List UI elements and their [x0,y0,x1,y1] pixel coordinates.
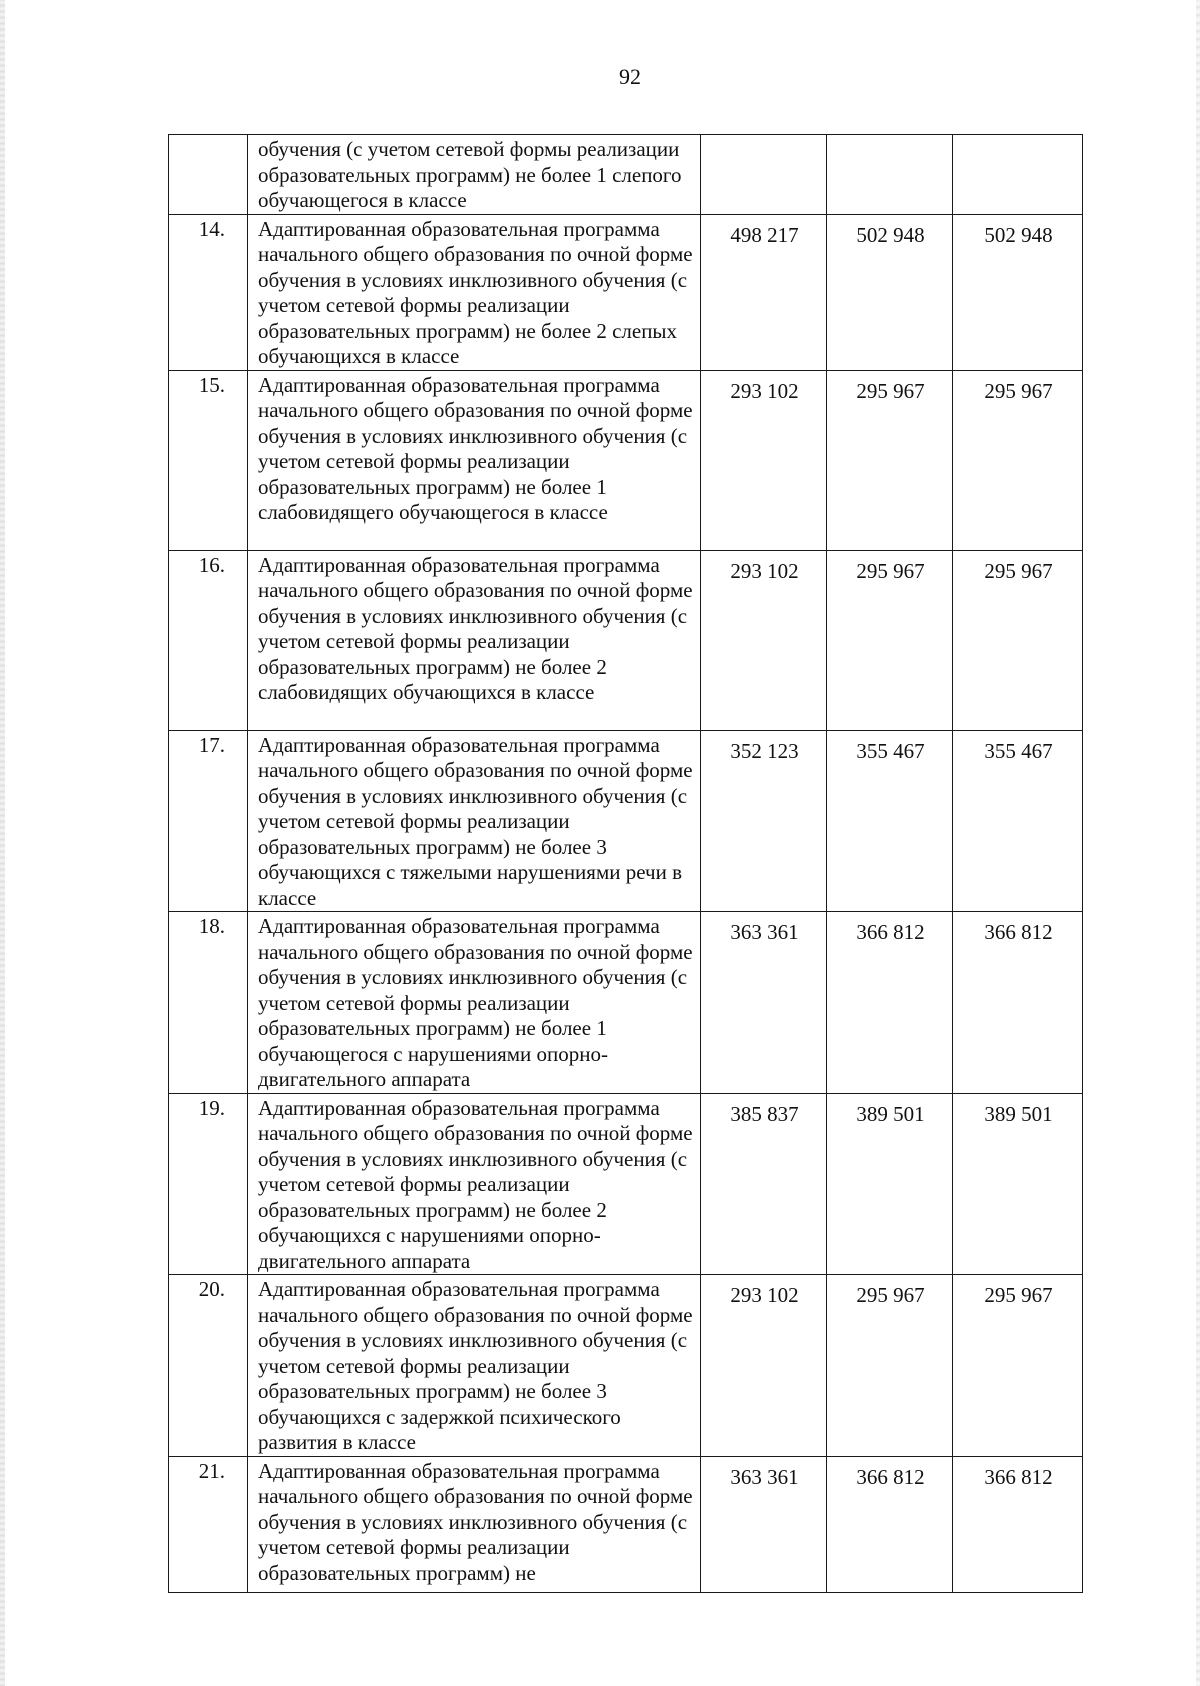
row-value-3: 295 967 [953,1275,1083,1457]
scan-right-edge [1196,0,1200,1686]
row-description: Адаптированная образовательная программа начального общего образования по очной форме обучения в условиях инклюзивного обучения (с учетом сетевой формы реализации образовательных программ) не более 3 обучающихся с тяжелыми нарушениями речи в классе [248,730,701,912]
row-description: Адаптированная образовательная программа начального общего образования по очной форме обучения в условиях инклюзивного обучения (с учетом сетевой формы реализации образовательных программ) не более 2 обучающихся с нарушениями опорно-двигательного аппарата [248,1093,701,1275]
page-number: 92 [619,64,641,89]
table-row [169,135,1083,215]
row-value-1: 293 102 [701,370,827,550]
row-value-1: 498 217 [701,214,827,370]
row-value-3: 295 967 [953,550,1083,730]
row-value-1: 352 123 [701,730,827,912]
row-number [169,135,248,215]
row-number: 17. [169,730,248,912]
row-value-1 [701,135,827,215]
row-value-2: 295 967 [827,1275,953,1457]
row-description: Адаптированная образовательная программа начального общего образования по очной форме обучения в условиях инклюзивного обучения (с учетом сетевой формы реализации образовательных программ) не [248,1456,701,1592]
row-value-3: 502 948 [953,214,1083,370]
row-value-2: 389 501 [827,1093,953,1275]
row-value-3: 366 812 [953,912,1083,1094]
row-number: 14. [169,214,248,370]
table-row [169,1275,1083,1457]
row-value-1: 293 102 [701,550,827,730]
row-number: 18. [169,912,248,1094]
row-number: 20. [169,1275,248,1457]
table-row [169,730,1083,912]
row-value-2: 355 467 [827,730,953,912]
row-value-1: 363 361 [701,1456,827,1592]
row-number: 19. [169,1093,248,1275]
row-number: 21. [169,1456,248,1592]
row-description: Адаптированная образовательная программа начального общего образования по очной форме обучения в условиях инклюзивного обучения (с учетом сетевой формы реализации образовательных программ) не более 3 обучающихся с задержкой психического развития в классе [248,1275,701,1457]
row-value-2: 366 812 [827,912,953,1094]
row-value-2: 502 948 [827,214,953,370]
table-row [169,550,1083,730]
row-number: 15. [169,370,248,550]
row-value-3: 389 501 [953,1093,1083,1275]
row-number: 16. [169,550,248,730]
table-row [169,214,1083,370]
row-description: Адаптированная образовательная программа начального общего образования по очной форме обучения в условиях инклюзивного обучения (с учетом сетевой формы реализации образовательных программ) не более 1 слабовидящего обучающегося в классе [248,370,701,550]
row-value-1: 385 837 [701,1093,827,1275]
row-description: Адаптированная образовательная программа начального общего образования по очной форме обучения в условиях инклюзивного обучения (с учетом сетевой формы реализации образовательных программ) не более 2 слепых обучающихся в классе [248,214,701,370]
scan-left-edge [0,0,5,1686]
row-description: обучения (с учетом сетевой формы реализации образовательных программ) не более 1 слепого обучающегося в классе [248,135,701,215]
row-value-1: 363 361 [701,912,827,1094]
row-value-1: 293 102 [701,1275,827,1457]
table-row [169,912,1083,1094]
row-value-2: 366 812 [827,1456,953,1592]
row-value-2 [827,135,953,215]
row-value-3: 355 467 [953,730,1083,912]
row-value-2: 295 967 [827,370,953,550]
row-value-2: 295 967 [827,550,953,730]
row-description: Адаптированная образовательная программа начального общего образования по очной форме обучения в условиях инклюзивного обучения (с учетом сетевой формы реализации образовательных программ) не более 2 слабовидящих обучающихся в классе [248,550,701,730]
row-value-3: 295 967 [953,370,1083,550]
cost-table [168,134,1083,1593]
row-description: Адаптированная образовательная программа начального общего образования по очной форме обучения в условиях инклюзивного обучения (с учетом сетевой формы реализации образовательных программ) не более 1 обучающегося с нарушениями опорно-двигательного аппарата [248,912,701,1094]
table-row [169,370,1083,550]
row-value-3: 366 812 [953,1456,1083,1592]
table-row [169,1093,1083,1275]
table-row [169,1456,1083,1592]
row-value-3 [953,135,1083,215]
